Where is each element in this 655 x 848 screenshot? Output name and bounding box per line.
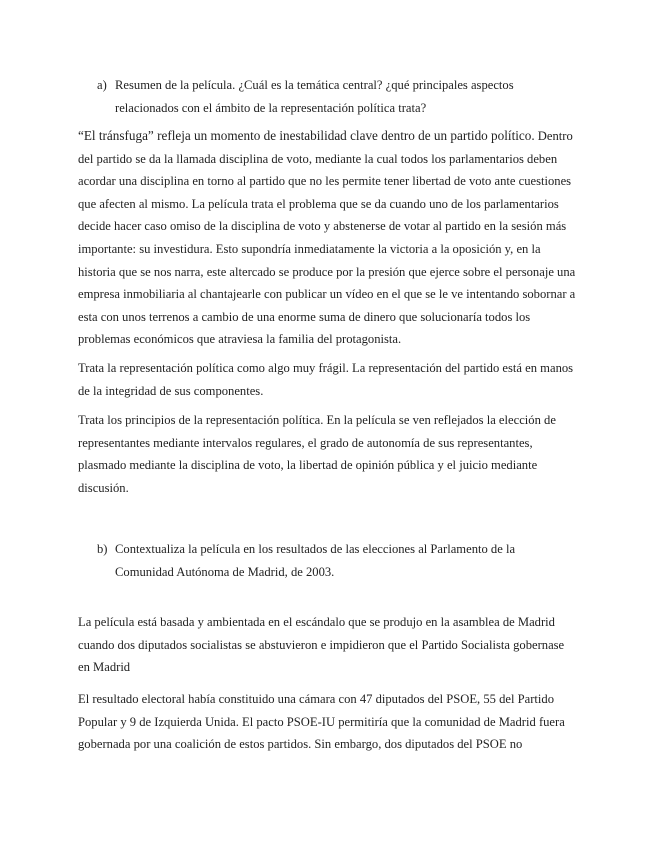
answer-b-paragraph-2: El resultado electoral había constituido una cámara con 47 diputados del PSOE, 55 del Partido Popular y 9 de Izquierda Unida. El pacto PSOE-IU permitiría que la comunidad de Madrid fuera gobernada por una coalición de estos partidos. Sin embargo, dos diputados del PSOE no <box>78 692 565 752</box>
question-a <box>97 74 567 119</box>
list-marker-a: a) <box>97 78 107 92</box>
answer-b-paragraph-1: La película está basada y ambientada en el escándalo que se produjo en la asamblea de Madrid cuando dos diputados socialistas se abstuvieron e impidieron que el Partido Socialista gobernase en Madrid <box>78 615 565 675</box>
answer-a-lead-sentence: “El tránsfuga” refleja un momento de inestabilidad clave dentro de un partido político. <box>78 128 535 143</box>
question-b <box>97 538 567 583</box>
question-b-text: Contextualiza la película en los resultados de las elecciones al Parlamento de la Comunidad Autónoma de Madrid, de 2003. <box>115 542 516 579</box>
answer-a-paragraph-1-body: Dentro del partido se da la llamada disciplina de voto, mediante la cual todos los parlamentarios deben acordar una disciplina en torno al partido que no les permite tener libertad de voto ante cuestiones que afecten al mismo. La película trata el problema que se da cuando uno de los parlamentarios decide hacer caso omiso de la disciplina de voto y abstenerse de votar al partido en la sesión más importante: su investidura. Esto supondría inmediatamente la victoria a la oposición y, en la historia que se nos narra, este altercado se produce por la presión que ejerce sobre el personaje una empresa inmobiliaria al chantajearle con publicar un vídeo en el que se le ve intentando sobornar a esta con unos terrenos a cambio de una enorme suma de dinero que solucionaría todos los problemas económicos que atraviesa la familia del protagonista. <box>78 129 576 347</box>
list-marker-b: b) <box>97 542 108 556</box>
answer-a-paragraph-3: Trata los principios de la representación política. En la película se ven reflejados la elección de representantes mediante intervalos regulares, el grado de autonomía de sus representantes, plasmado mediante la disciplina de voto, la libertad de opinión pública y el juicio mediante discusión. <box>78 413 556 495</box>
answer-a-paragraph-2: Trata la representación política como algo muy frágil. La representación del partido está en manos de la integridad de sus componentes. <box>78 361 574 398</box>
answer-a-paragraph-1 <box>78 125 578 351</box>
question-a-text: Resumen de la película. ¿Cuál es la temática central? ¿qué principales aspectos relacionados con el ámbito de la representación política trata? <box>115 78 514 115</box>
